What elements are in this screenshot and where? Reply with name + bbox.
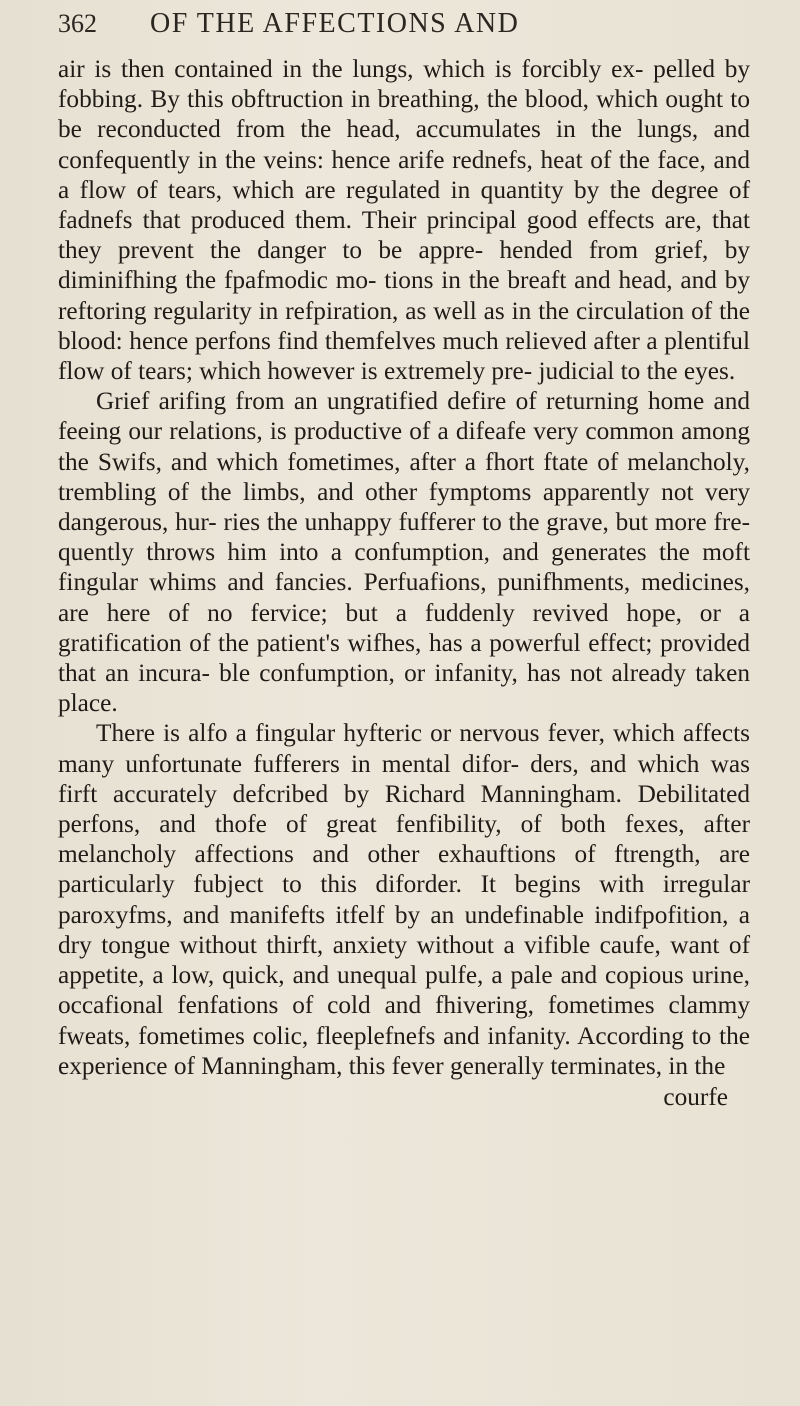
running-head <box>58 8 750 54</box>
page-number: 362 <box>58 9 97 38</box>
body-text <box>58 54 750 1081</box>
paragraph-tears: air is then contained in the lungs, which is forcibly ex- pelled by fobbing. By this obftruction in breathing, the blood, which ought to be reconducted from the head, accumulates in the lungs, and confequently in the veins: hence arife rednefs, heat of the face, and a flow of tears, which are regulated in quantity by the degree of fadnefs that produced them. Their principal good effects are, that they prevent the danger to be appre- hended from grief, by diminifhing the fpafmodic mo- tions in the breaft and head, and by reftoring regularity in refpiration, as well as in the circulation of the blood: hence perfons find themfelves much relieved after a plentiful flow of tears; which however is extremely pre- judicial to the eyes. <box>58 55 750 386</box>
catchword: courfe <box>663 1082 728 1111</box>
running-title: OF THE AFFECTIONS AND <box>150 8 520 39</box>
paragraph-grief: Grief arifing from an ungratified defire of returning home and feeing our relations, is productive of a difeafe very common among the Swifs, and which fometimes, after a fhort ftate of melancholy, trembling of the limbs, and other fymptoms apparently not very dangerous, hur- ries the unhappy fufferer to the grave, but more fre- quently throws him into a confumption, and generates the moft fingular whims and fancies. Perfuafions, punifhments, medicines, are here of no fervice; but a fuddenly revived hope, or a gratification of the patient's wifhes, has a powerful effect; provided that an incura- ble confumption, or infanity, has not already taken place. <box>58 387 750 718</box>
paragraph-nervous-fever: There is alfo a fingular hyfteric or nervous fever, which affects many unfortunate fufferers in mental difor- ders, and which was firft accurately defcribed by Richard Manningham. Debilitated perfons, and thofe of great fenfibility, of both fexes, after melancholy affections and other exhauftions of ftrength, are particularly fubject to this diforder. It begins with irregular paroxyfms, and manifefts itfelf by an undefinable indifpofition, a dry tongue without thirft, anxiety without a vifible caufe, want of appetite, a low, quick, and unequal pulfe, a pale and copious urine, occafional fenfations of cold and fhivering, fometimes clammy fweats, fometimes colic, fleeplefnefs and infanity. According to the experience of Manningham, this fever generally terminates, in the <box>58 719 750 1080</box>
